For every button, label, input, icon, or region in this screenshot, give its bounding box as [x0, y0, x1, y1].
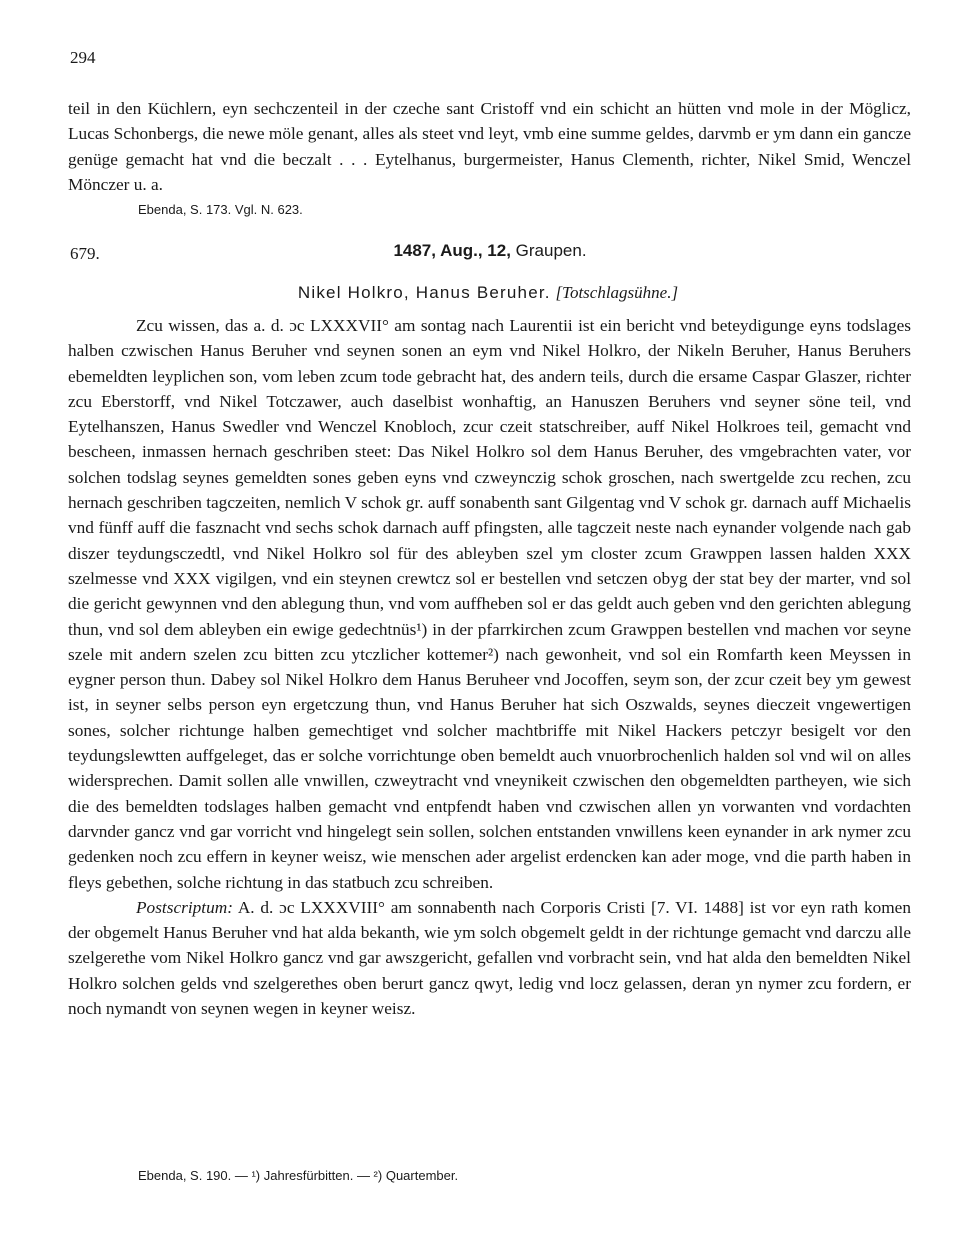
regest-names: Nikel Holkro, Hanus Beruher.	[297, 283, 551, 302]
document-regest	[0, 283, 960, 303]
postscript-paragraph	[68, 895, 911, 1021]
document-body	[68, 313, 911, 1021]
postscript-text: A. d. ɔc LXXXVIII° am sonnabenth nach Corporis Cristi [7. VI. 1488] ist vor eyn rath komen der obgemelt Hanus Beruher vnd hat alda bekanth, wie ym solch obgemelt geldt in der richtunge gemacht vnd darczu alle szelgerethe vom Nikel Holkro gancz vnd gar awszgericht, gefallen vnd vorbracht sein, vnd hat alda den bemeldten Nikel Holkro solchen gelds vnd szelgerethes oben berurt gancz qwyt, ledig vnd locz gelassen, deran yn nymer zcu fordern, er noch nymandt von seynen wegen in keyner weisz.	[68, 897, 911, 1019]
document-place: Graupen.	[515, 241, 587, 260]
postscript-label: Postscriptum:	[136, 897, 233, 917]
intro-paragraph	[68, 96, 911, 197]
page-number: 294	[70, 48, 96, 67]
intro-text: teil in den Küchlern, eyn sechczenteil in der czeche sant Cristoff vnd ein schicht an hütten vnd mole in der Möglicz, Lucas Schonbergs, die newe möle genant, alles als steet vnd leyt, vmb eine summe geldes, darvmb er ym dann ein gancze genüge gemacht hat vnd die beczalt . . . Eytelhanus, burgermeister, Hanus Clementh, richter, Nikel Smid, Wenczel Mönczer u. a.	[68, 99, 911, 194]
document-date: 1487, Aug., 12,	[393, 241, 511, 260]
regest-topic: [Totschlagsühne.]	[555, 283, 679, 302]
footnotes: Ebenda, S. 190. — ¹) Jahresfürbitten. — ²) Quartember.	[138, 1168, 459, 1183]
source-reference: Ebenda, S. 173. Vgl. N. 623.	[138, 202, 303, 217]
document-number: 679.	[70, 244, 100, 263]
main-paragraph: Zcu wissen, das a. d. ɔc LXXXVII° am sontag nach Laurentii ist ein bericht vnd beteydigunge eyns todslages halben czwischen Hanus Beruher vnd seynen sonen an eym vnd Nikel Holkro, der Nikeln Beruher, Hanus Beruhers ebemeldten leyplichen son, vom leben zcum tode gebracht hat, des andern teils, durch die ersame Caspar Glaszer, richter zcu Eberstorff, vnd Nikel Totczawer, auch daselbist wonhaftig, an Hanuszen Beruhers vnd seyner söne teil, vnd Eytelhanszen, Hanus Swedler vnd Wenczel Knobloch, zcur czeit statschreiber, auff Nikel Holkroes teil, gemacht vnd bescheen, inmassen hernach geschriben steet: Das Nikel Holkro sol dem Hanus Beruher, des vmgebrachten vater, vor solchen todslag seynes gemeldten sones geben eyns vnd czweynczig schok groschen, nach swertgelde zcu rechen, zcu hernach geschriben tagczeiten, nemlich V schok gr. auff sonabenth sant Gilgentag vnd V schok gr. darnach auff Michaelis vnd fünff auff die fasznacht vnd sechs schok darnach auff pfingsten, alle tagczeit neste nach eynander volgende nach gab diszer teydungsczedtl, vnd Nikel Holkro sol für des ableyben szel ym closter zcum Grawppen lassen halden XXX szelmesse vnd XXX vigilgen, vnd ein steynen crewtcz sol er bestellen vnd setczen obyg der stat bey der marter, vnd sol die gericht gewynnen vnd den ablegung thun, vnd vom auffheben sol er das geldt auch geben vnd den gerichten ablegung thun, vnd sol dem ableyben ein ewige gedechtnüs¹) in der pfarrkirchen zcum Grawppen bestellen vnd machen vor seyne szele mit andern szelen zcu bitten zcu ytczlicher kottemer²) nach gewonheit, vnd sol ein Romfarth keen Meyssen in eygner person thun. Dabey sol Nikel Holkro dem Hanus Beruheer vnd Jocoffen, seym son, der zcur czeit bey ym gewest ist, in seyner selbs person eyn ergetczung thun, vnd Hanus Beruher hat sich Oszwalds, seynes dieczeit vngewertigen sones, solcher richtunge halben gemechtiget vnd solcher machtbriffe mit Nikel Hackers petczyr besigelt vor den teydungslewtten auffgeleget, das er solche vorrichtunge oben bemeldt auch vnuorbrochenlich halden sol vnd wil on alles widersprechen. Damit sollen alle vnwillen, czweytracht vnd vneynikeit czwischen den obgemeldten partheyen, wie sich die des bemeldten todslages halben gemacht vnd entpfendt haben vnd czwischen allen yn vorwanten vnd vordachten darvnder gancz vnd gar vorricht vnd hingelegt sein sollen, solchen entstanden vnwillens keen eynander in ark nymer zcu gedenken noch zcu effern in keyner weisz, wie menschen ader argelist erdencken kan ader moge, vnd die parth haben in fleys gebethen, solche richtung in das statbuch zcu schreiben.	[68, 316, 911, 892]
document-dateline	[0, 241, 960, 261]
